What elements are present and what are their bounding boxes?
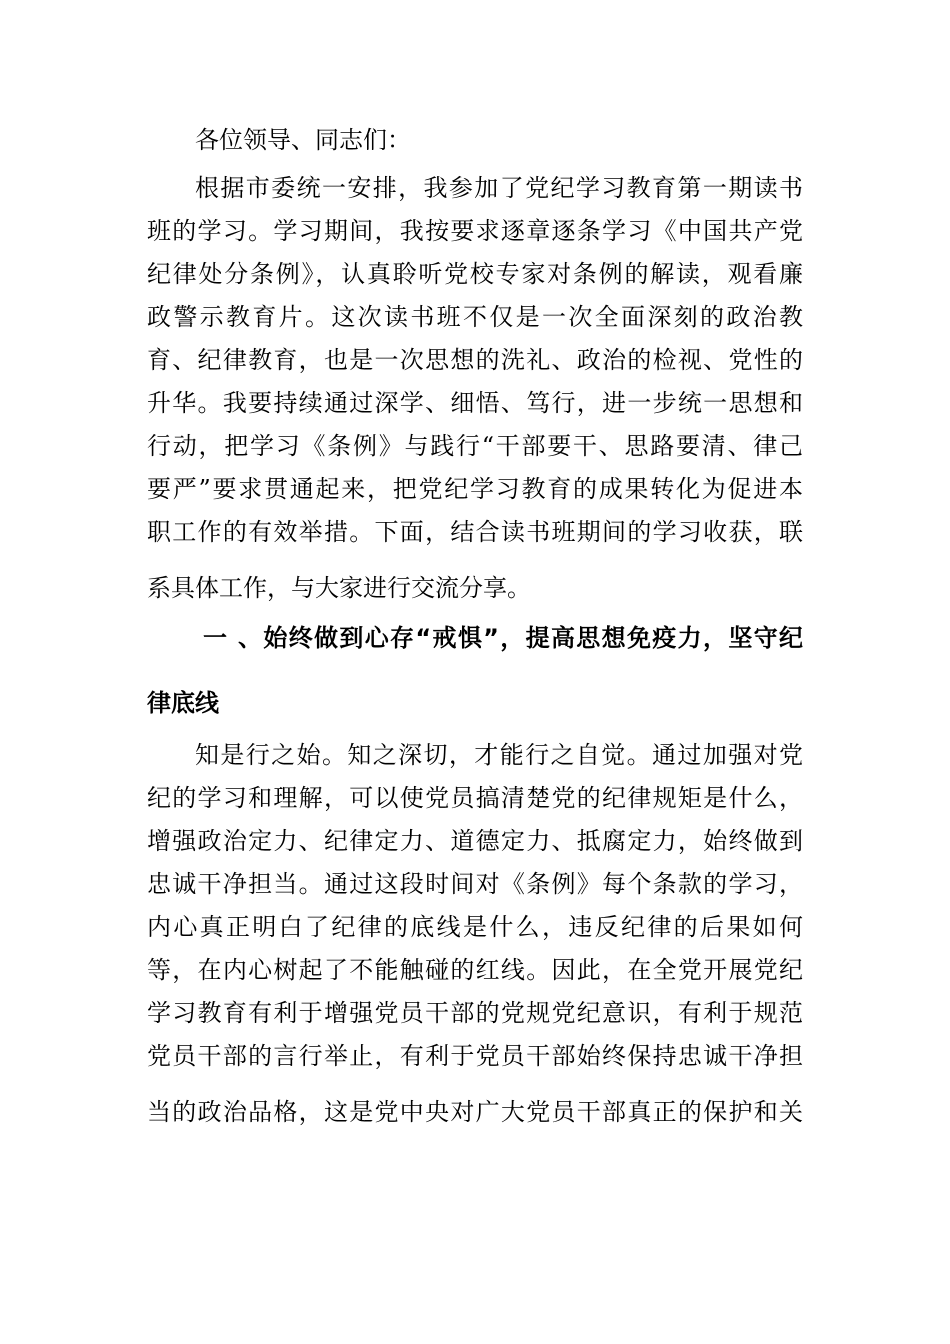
- paragraph-line: 行动，把学习《条例》与践行“干部要干、思路要清、律己: [147, 432, 803, 460]
- paragraph-line: 育、纪律教育，也是一次思想的洗礼、政治的检视、党性的: [147, 346, 803, 374]
- paragraph-line: 班的学习。学习期间，我按要求逐章逐条学习《中国共产党: [147, 217, 803, 245]
- paragraph-line: 升华。我要持续通过深学、细悟、笃行，进一步统一思想和: [147, 389, 803, 417]
- section-heading-continued: 律底线: [147, 689, 219, 717]
- paragraph-line: 学习教育有利于增强党员干部的党规党纪意识，有利于规范: [147, 999, 803, 1027]
- paragraph-line: 党员干部的言行举止，有利于党员干部始终保持忠诚干净担: [147, 1042, 803, 1070]
- paragraph-line: 增强政治定力、纪律定力、道德定力、抵腐定力，始终做到: [147, 827, 803, 855]
- paragraph-line: 纪律处分条例》，认真聆听党校专家对条例的解读，观看廉: [147, 260, 803, 288]
- paragraph-line: 忠诚干净担当。通过这段时间对《条例》每个条款的学习，: [147, 870, 803, 898]
- paragraph-line: 根据市委统一安排，我参加了党纪学习教育第一期读书: [195, 174, 803, 202]
- salutation: 各位领导、同志们：: [195, 126, 411, 154]
- paragraph-line: 要严”要求贯通起来，把党纪学习教育的成果转化为促进本: [147, 475, 803, 503]
- paragraph-line: 等，在内心树起了不能触碰的红线。因此，在全党开展党纪: [147, 956, 803, 984]
- paragraph-line: 政警示教育片。这次读书班不仅是一次全面深刻的政治教: [147, 303, 803, 331]
- paragraph-line: 纪的学习和理解，可以使党员搞清楚党的纪律规矩是什么，: [147, 784, 803, 812]
- paragraph-line: 系具体工作，与大家进行交流分享。: [147, 574, 531, 602]
- paragraph-line: 当的政治品格，这是党中央对广大党员干部真正的保护和关: [147, 1098, 803, 1126]
- paragraph-line: 知是行之始。知之深切，才能行之自觉。通过加强对党: [195, 741, 803, 769]
- paragraph-line: 职工作的有效举措。下面，结合读书班期间的学习收获，联: [147, 518, 803, 546]
- section-heading: 一 、始终做到心存“戒惧”，提高思想免疫力，坚守纪: [203, 624, 803, 652]
- paragraph-line: 内心真正明白了纪律的底线是什么，违反纪律的后果如何: [147, 913, 803, 941]
